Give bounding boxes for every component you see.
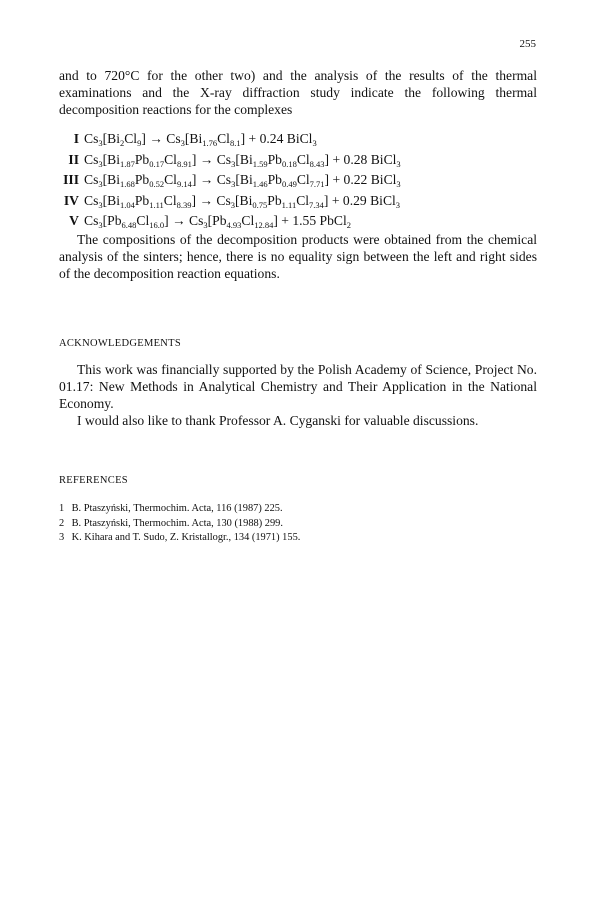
reaction-arrow: →	[196, 172, 217, 188]
reference-text: B. Ptaszyński, Thermochim. Acta, 116 (1987) 225.	[71, 503, 283, 514]
reference-item	[59, 502, 537, 517]
reaction-equation	[59, 129, 537, 150]
reactant-formula: $Cs_3[Bi_{1.87}Pb_{0.17}Cl_{8.91}]$	[84, 151, 197, 169]
byproduct-formula: BiCl$_3$	[370, 151, 401, 169]
reaction-label: I	[73, 131, 79, 146]
reaction-equation	[59, 191, 537, 212]
reference-number: 1	[59, 503, 65, 514]
reactant-formula: $Cs_3[Bi_{1.68}Pb_{0.52}Cl_{9.14}]$	[84, 172, 197, 190]
reaction-label: V	[69, 213, 79, 229]
reference-item	[59, 517, 537, 532]
product-formula: $Cs_3[Bi_{0.75}Pb_{1.11}Cl_{7.34}]$	[216, 192, 329, 210]
acknowledgements-thanks: I would also like to thank Professor A. Cyganski for valuable discussions.	[77, 413, 479, 428]
reaction-arrow: →	[196, 151, 217, 167]
reaction-label: II	[68, 151, 79, 167]
reaction-label: III	[63, 172, 79, 188]
reference-item	[59, 531, 537, 546]
product-formula: $Cs_3[Bi_{1.46}Pb_{0.49}Cl_{7.71}]$	[216, 172, 330, 190]
byproduct-coefficient: + 0.22	[329, 172, 371, 188]
page-number: 255	[519, 38, 536, 50]
reaction-equation	[59, 150, 537, 171]
byproduct-formula: BiCl$_3$	[286, 131, 317, 148]
reference-number: 2	[59, 517, 65, 529]
reference-text: B. Ptaszyński, Thermochim. Acta, 130 (1988) 299.	[71, 517, 283, 529]
reaction-arrow: →	[196, 192, 217, 208]
product-formula: $Cs_3[Pb_{4.93}Cl_{12.84}]$	[189, 213, 278, 231]
byproduct-coefficient: + 0.29	[328, 192, 371, 208]
byproduct-coefficient: + 0.28	[329, 151, 371, 167]
reaction-equation	[59, 211, 537, 232]
byproduct-coefficient: + 1.55	[277, 213, 320, 229]
product-formula: $Cs_3[Bi_{1.76}Cl_{8.1}]$	[166, 131, 246, 148]
reaction-arrow: →	[145, 131, 167, 146]
intro-paragraph: and to 720°C for the other two) and the analysis of the results of the thermal examinations and the X-ray diffraction study indicate the following thermal decomposition reactions for the complexes	[59, 68, 537, 117]
reactant-formula: $Cs_3[Pb_{6.48}Cl_{16.0}]$	[84, 213, 169, 231]
reaction-list	[59, 129, 537, 232]
reactant-formula: $Cs_3[Bi_2Cl_9]$	[84, 131, 146, 148]
product-formula: $Cs_3[Bi_{1.59}Pb_{0.18}Cl_{8.43}]$	[216, 151, 330, 169]
reference-text: K. Kihara and T. Sudo, Z. Kristallogr., 134 (1971) 155.	[71, 532, 301, 544]
byproduct-formula: BiCl$_3$	[370, 192, 401, 210]
reactant-formula: $Cs_3[Bi_{1.04}Pb_{1.11}Cl_{8.39}]$	[84, 192, 197, 210]
reference-list	[59, 502, 537, 546]
reaction-equation	[59, 170, 537, 191]
references-heading: REFERENCES	[59, 475, 128, 486]
note-paragraph: The compositions of the decomposition products were obtained from the chemical analysis of the sinters; hence, there is no equality sign between the left and right sides of the decomposition reaction equations.	[59, 232, 537, 281]
byproduct-formula: BiCl$_3$	[370, 172, 401, 190]
reaction-arrow: →	[168, 213, 190, 229]
acknowledgements-heading: ACKNOWLEDGEMENTS	[59, 338, 182, 349]
reaction-label: IV	[63, 192, 79, 208]
acknowledgements-paragraph: This work was financially supported by the Polish Academy of Science, Project No. 01.17: New Methods in Analytical Chemistry and Their Application in the National Economy.	[59, 362, 537, 411]
byproduct-coefficient: + 0.24	[245, 131, 287, 146]
reference-number: 3	[59, 532, 65, 544]
byproduct-formula: PbCl$_2$	[319, 213, 351, 231]
